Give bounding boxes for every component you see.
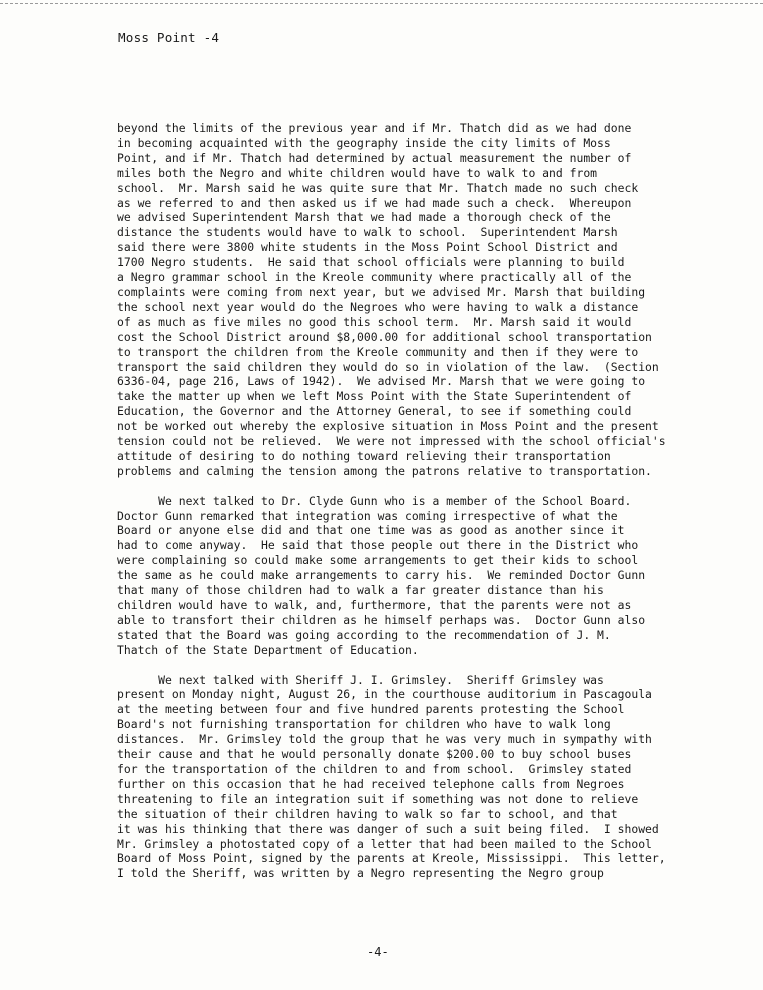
text-line: stated that the Board was going according to the recommendation of J. M.: [117, 627, 611, 642]
text-line: Board or anyone else did and that one time was as good as another since it: [117, 523, 625, 538]
text-line: for the transportation of the children to and from school. Grimsley stated: [117, 761, 632, 776]
text-line: Board's not furnishing transportation for children who have to walk long: [117, 717, 611, 732]
text-line: school. Mr. Marsh said he was quite sure that Mr. Thatch made no such check: [117, 180, 639, 195]
text-line: tension could not be relieved. We were not impressed with the school official's: [117, 434, 666, 449]
page-number: -4-: [367, 945, 389, 959]
paragraph-1: [117, 121, 717, 479]
text-line: Thatch of the State Department of Education.: [117, 642, 419, 657]
top-dashed-rule: [0, 3, 763, 4]
text-line: 1700 Negro students. He said that school officials were planning to build: [117, 255, 625, 270]
text-line: it was his thinking that there was danger of such a suit being filed. I showed: [117, 821, 659, 836]
text-line: Education, the Governor and the Attorney General, to see if something could: [117, 404, 632, 419]
text-line: of as much as five miles no good this school term. Mr. Marsh said it would: [117, 314, 632, 329]
paragraph-gap: [117, 658, 717, 673]
body-text: [117, 121, 717, 881]
text-line: Mr. Grimsley a photostated copy of a letter that had been mailed to the School: [117, 836, 652, 851]
text-line: distance the students would have to walk to school. Superintendent Marsh: [117, 225, 618, 240]
text-line: I told the Sheriff, was written by a Negro representing the Negro group: [117, 866, 604, 881]
text-line: problems and calming the tension among the patrons relative to transportation.: [117, 463, 652, 478]
text-line: Point, and if Mr. Thatch had determined by actual measurement the number of: [117, 150, 632, 165]
text-line: in becoming acquainted with the geography inside the city limits of Moss: [117, 135, 611, 150]
paragraph-gap: [117, 479, 717, 494]
text-line: had to come anyway. He said that those people out there in the District who: [117, 538, 639, 553]
text-line: to transport the children from the Kreole community and then if they were to: [117, 344, 639, 359]
text-line: beyond the limits of the previous year and if Mr. Thatch did as we had done: [117, 121, 632, 135]
text-line: the situation of their children having to walk so far to school, and that: [117, 806, 618, 821]
paragraph-2: [117, 494, 717, 658]
text-line: the school next year would do the Negroes who were having to walk a distance: [117, 299, 639, 314]
text-line: further on this occasion that he had received telephone calls from Negroes: [117, 776, 625, 791]
text-line: threatening to file an integration suit if something was not done to relieve: [117, 791, 639, 806]
text-line: complaints were coming from next year, but we advised Mr. Marsh that building: [117, 284, 646, 299]
text-line: 6336-04, page 216, Laws of 1942). We advised Mr. Marsh that we were going to: [117, 374, 646, 389]
text-line: distances. Mr. Grimsley told the group that he was very much in sympathy with: [117, 732, 652, 747]
text-line: children would have to walk, and, furthermore, that the parents were not as: [117, 598, 632, 612]
text-line: said there were 3800 white students in the Moss Point School District and: [117, 240, 618, 255]
text-line: we advised Superintendent Marsh that we had made a thorough check of the: [117, 210, 611, 225]
text-line: their cause and that he would personally donate $200.00 to buy school buses: [117, 747, 632, 762]
text-line: the same as he could make arrangements to carry his. We reminded Doctor Gunn: [117, 568, 646, 583]
text-line: present on Monday night, August 26, in the courthouse auditorium in Pascagoula: [117, 687, 652, 702]
text-line: Board of Moss Point, signed by the parents at Kreole, Mississippi. This letter,: [117, 851, 666, 866]
text-line: cost the School District around $8,000.00 for additional school transportation: [117, 329, 652, 344]
text-line: We next talked to Dr. Clyde Gunn who is a member of the School Board.: [117, 493, 632, 508]
text-line: take the matter up when we left Moss Point with the State Superintendent of: [117, 389, 632, 404]
text-line: were complaining so could make some arrangements to get their kids to school: [117, 553, 639, 568]
page-header: Moss Point -4: [118, 30, 220, 45]
text-line: miles both the Negro and white children would have to walk to and from: [117, 165, 598, 180]
text-line: Doctor Gunn remarked that integration was coming irrespective of what the: [117, 508, 618, 523]
text-line: We next talked with Sheriff J. I. Grimsley. Sheriff Grimsley was: [117, 672, 604, 687]
text-line: a Negro grammar school in the Kreole community where practically all of the: [117, 270, 632, 285]
text-line: attitude of desiring to do nothing toward relieving their transportation: [117, 448, 611, 463]
text-line: at the meeting between four and five hundred parents protesting the School: [117, 702, 625, 717]
text-line: as we referred to and then asked us if we had made such a check. Whereupon: [117, 195, 632, 210]
paragraph-3: [117, 673, 717, 882]
text-line: not be worked out whereby the explosive situation in Moss Point and the present: [117, 419, 659, 434]
text-line: transport the said children they would do so in violation of the law. (Section: [117, 359, 659, 374]
text-line: that many of those children had to walk a far greater distance than his: [117, 583, 604, 598]
text-line: able to transfort their children as he himself perhaps was. Doctor Gunn also: [117, 612, 646, 627]
